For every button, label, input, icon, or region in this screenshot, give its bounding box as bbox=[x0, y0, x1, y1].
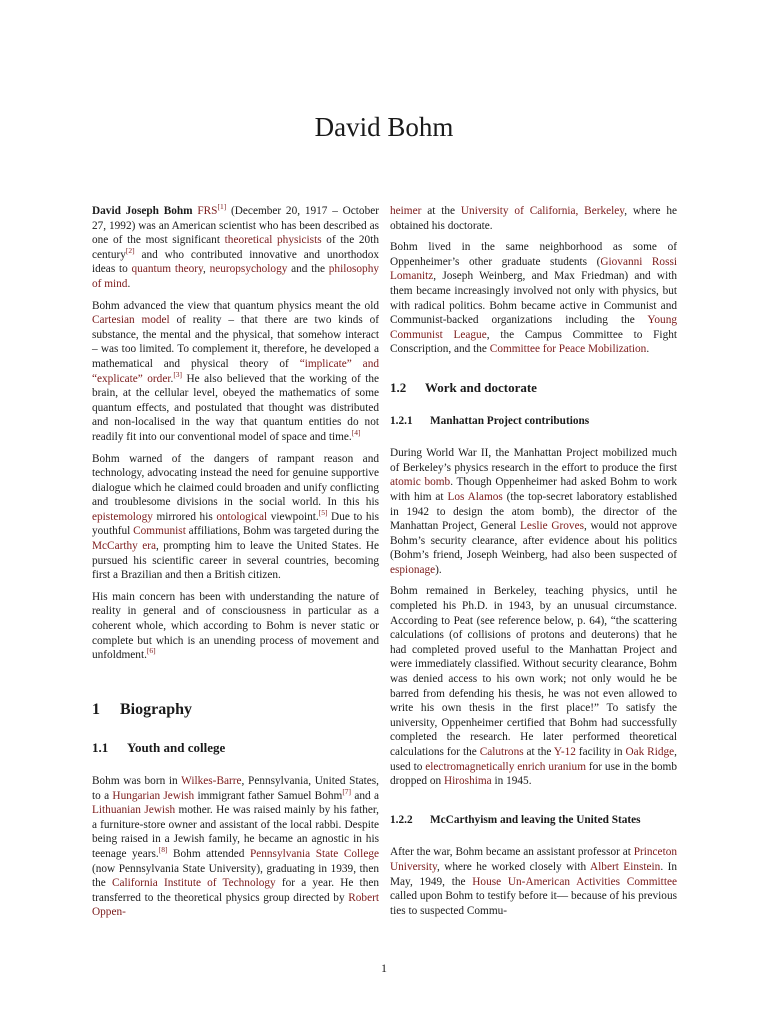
link-wilkes-barre[interactable]: Wilkes-Barre bbox=[181, 775, 242, 787]
left-column bbox=[92, 204, 379, 927]
paragraph: David Joseph Bohm FRS[1] (December 20, 1917 – October 27, 1992) was an American scientist who has been described as one of the most significant theoretical physicists of the 20th century[2] and who contributed innovative and unorthodox ideas to quantum theory, neuropsychology and the philosophy of mind. bbox=[92, 202, 379, 290]
link-ontological[interactable]: ontological bbox=[216, 510, 268, 523]
link-espionage[interactable]: espionage bbox=[390, 563, 436, 576]
citation-1[interactable]: [1] bbox=[217, 202, 227, 212]
link-enrich-uranium[interactable]: electromagnetically enrich uranium bbox=[425, 760, 586, 773]
link-theoretical-physicists[interactable]: theoretical physicists bbox=[224, 234, 322, 247]
link-quantum-theory[interactable]: quantum theory bbox=[131, 263, 203, 276]
paragraph: Bohm was born in Wilkes-Barre, Pennsylvania, United States, to a Hungarian Jewish immigrant father Samuel Bohm[7] and a Lithuanian Jewish mother. He was raised mainly by his father, a furniture-store owner and assistant of the local rabbi. Despite being raised in a Jewish family, he became an agnostic in his teenage years.[8] Bohm attended Pennsylvania State College (now Pennsylvania State University), graduating in 1939, then the California Institute of Technology for a year. He then transferred to the theoretical physics group directed by Robert Oppen- bbox=[92, 775, 380, 919]
link-implicate-explicate-order[interactable]: “implicate” and “explicate” order bbox=[92, 357, 379, 385]
paragraph: Bohm remained in Berkeley, teaching physics, until he completed his Ph.D. in 1943, by an unusual circumstance. According to Peat (see reference below, p. 64), “the scattering calculations (of collisions of protons and deuterons) that he had completed proved useful to the Manhattan Project and were immediately classified. Without security clearance, Bohm was denied access to his own work; not only would he be barred from defending his thesis, he was not even allowed to write his own thesis in the first place!” To satisfy the university, Oppenheimer certified that Bohm had successfully completed the research. He later performed theoretical calculations for the Calutrons at the Y-12 facility in Oak Ridge, used to electromagnetically enrich uranium for use in the bomb dropped on Hiroshima in 1945. bbox=[390, 585, 677, 788]
subsubsection-heading-manhattan-project: 1.2.1 Manhattan Project contributions bbox=[390, 414, 590, 427]
citation-5[interactable]: [5] bbox=[318, 508, 328, 518]
link-mccarthy-era[interactable]: McCarthy era bbox=[92, 540, 157, 553]
link-neuropsychology[interactable]: neuropsychology bbox=[209, 263, 288, 276]
paragraph: Bohm lived in the same neighborhood as some of Oppenheimer’s other graduate students (Giovanni Rossi Lomanitz, Joseph Weinberg, and Max Friedman) and with them became increasingly involved not only with physics, but with radical politics. Bohm became active in Communist and Communist-backed organizations including the Young Communist League, the Campus Committee to Fight Conscription, and the Committee for Peace Mobilization. bbox=[390, 241, 678, 356]
subsection-heading-youth-and-college: 1.1 Youth and college bbox=[92, 740, 226, 756]
link-atomic-bomb[interactable]: atomic bomb bbox=[390, 476, 451, 489]
paragraph: His main concern has been with understanding the nature of reality in general and of consciousness in particular as a coherent whole, which according to Bohm is never static or complete but which is an unending process of movement and unfoldment.[6] bbox=[92, 590, 379, 662]
link-california-institute-of-technology[interactable]: California Institute of Technology bbox=[111, 877, 276, 890]
link-epistemology[interactable]: epistemology bbox=[92, 510, 153, 523]
link-oak-ridge[interactable]: Oak Ridge bbox=[625, 746, 675, 758]
subsection-heading-work-and-doctorate: 1.2 Work and doctorate bbox=[390, 379, 537, 395]
link-calutrons[interactable]: Calutrons bbox=[479, 746, 524, 758]
citation-3[interactable]: [3] bbox=[173, 369, 183, 379]
right-column bbox=[390, 204, 677, 925]
link-frs[interactable]: FRS bbox=[197, 205, 218, 217]
link-young-communist-league[interactable]: Young Communist League bbox=[390, 314, 677, 341]
citation-7[interactable]: [7] bbox=[342, 786, 352, 796]
link-huac[interactable]: House Un-American Activities Committee bbox=[472, 875, 677, 888]
link-leslie-groves[interactable]: Leslie Groves bbox=[520, 520, 584, 533]
citation-8[interactable]: [8] bbox=[158, 845, 168, 855]
link-lithuanian-jewish[interactable]: Lithuanian Jewish bbox=[92, 804, 176, 817]
link-communist[interactable]: Communist bbox=[133, 525, 186, 538]
citation-2[interactable]: [2] bbox=[125, 246, 135, 256]
link-robert-oppenheimer[interactable]: Robert Oppen- bbox=[92, 891, 379, 919]
paragraph: Bohm warned of the dangers of rampant reason and technology, advocating instead the need for genuine supportive dialogue which he claimed could broaden and unify conflicting and troublesome divisions in the social world. In this his epistemology mirrored his ontological viewpoint.[5] Due to his youthful Communist affiliations, Bohm was targeted during the McCarthy era, prompting him to leave the United States. He pursued his scientific career in several countries, becoming first a Brazilian and then a British citizen. bbox=[92, 452, 380, 582]
link-y-12[interactable]: Y-12 bbox=[553, 746, 576, 758]
link-hiroshima[interactable]: Hiroshima bbox=[443, 775, 492, 788]
link-hungarian-jewish[interactable]: Hungarian Jewish bbox=[112, 789, 195, 802]
subject-name: David Joseph Bohm bbox=[92, 205, 193, 217]
paragraph: heimer at the University of California, Berkeley, where he obtained his doctorate. bbox=[390, 205, 678, 232]
paragraph: During World War II, the Manhattan Project mobilized much of Berkeley’s physics research in the effort to produce the first atomic bomb. Though Oppenheimer had asked Bohm to work with him at Los Alamos (the top-secret laboratory established in 1942 to design the atom bomb), the director of the Manhattan Project, General Leslie Groves, would not approve Bohm’s security clearance, after evidence about his politics (Bohm’s friend, Joseph Weinberg, had also been suspected of espionage). bbox=[390, 447, 678, 576]
citation-6[interactable]: [6] bbox=[146, 646, 156, 656]
link-albert-einstein[interactable]: Albert Einstein bbox=[590, 860, 661, 873]
link-los-alamos[interactable]: Los Alamos bbox=[447, 490, 503, 503]
link-committee-for-peace-mobilization[interactable]: Committee for Peace Mobilization bbox=[489, 343, 647, 356]
section-heading-biography: 1 Biography bbox=[92, 700, 193, 718]
link-princeton-university[interactable]: Princeton University bbox=[390, 846, 677, 873]
paragraph: After the war, Bohm became an assistant professor at Princeton University, where he worked closely with Albert Einstein. In May, 1949, the House Un-American Activities Committee called upon Bohm to testify before it— because of his previous ties to suspected Commu- bbox=[390, 846, 677, 917]
subsubsection-heading-mccarthyism: 1.2.2 McCarthyism and leaving the United States bbox=[390, 813, 641, 826]
link-oppenheimer-continued[interactable]: heimer bbox=[390, 205, 422, 217]
link-philosophy-of-mind[interactable]: philosophy of mind bbox=[92, 263, 379, 290]
page-number: 1 bbox=[381, 961, 387, 975]
link-uc-berkeley[interactable]: University of California, Berkeley bbox=[460, 205, 625, 217]
citation-4[interactable]: [4] bbox=[351, 428, 361, 438]
link-pennsylvania-state-college[interactable]: Pennsylvania State College bbox=[249, 847, 379, 860]
page-title: David Bohm bbox=[314, 112, 454, 142]
link-cartesian-model[interactable]: Cartesian model bbox=[92, 314, 170, 327]
link-giovanni-rossi-lomanitz[interactable]: Giovanni Rossi Lomanitz bbox=[390, 255, 678, 283]
paragraph: Bohm advanced the view that quantum physics meant the old Cartesian model of reality – that there are two kinds of substance, the mental and the physical, that somehow interact – was too limited. To complement it, therefore, he developed a mathematical and physical theory of “implicate” and “explicate” order.[3] He also believed that the working of the brain, at the cellular level, obeyed the mathematics of some quantum effects, and postulated that thought was distributed and non-localised in the way that quantum entities do not readily fit into our conventional model of space and time.[4] bbox=[92, 299, 379, 443]
